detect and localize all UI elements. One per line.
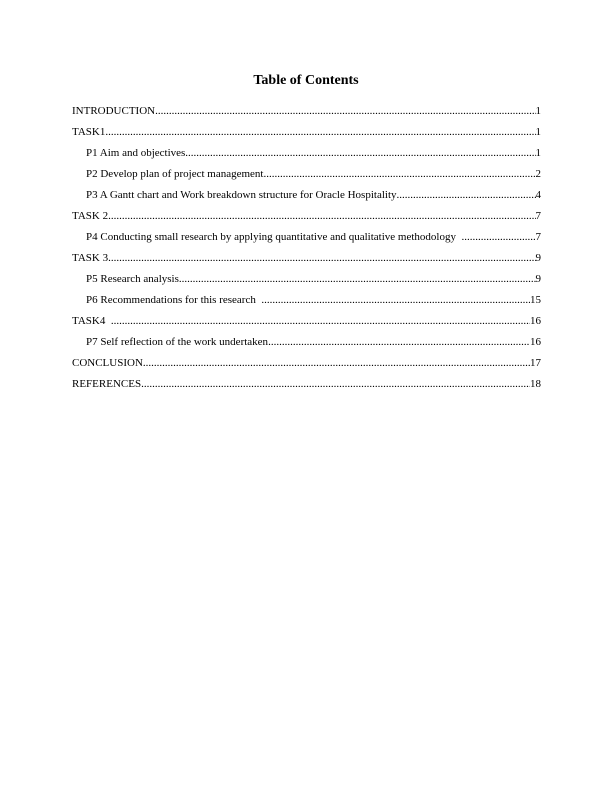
toc-entry-text: REFERENCES [72,378,142,390]
toc-page-number: 1 [535,147,541,159]
toc-entry-text: P7 Self reflection of the work undertaken [86,336,269,348]
toc-entry-text: TASK 2 [72,210,109,222]
toc-entry-text: INTRODUCTION [72,105,156,117]
toc-entry-text: TASK1 [72,126,106,138]
toc-dot-leader [105,122,535,143]
toc-dot-leader [108,248,535,269]
toc-title: Table of Contents [253,73,359,88]
toc-page-number: 1 [535,105,541,117]
toc-dot-leader [261,290,530,311]
toc-page-number: 16 [530,336,541,348]
toc-entry-p5[interactable] [72,269,541,290]
toc-dot-leader [141,374,530,395]
toc-entry-text: CONCLUSION [72,357,143,369]
toc-entry-task3[interactable] [72,248,541,269]
toc-entry-references[interactable] [72,374,541,395]
toc-entry-text: P3 A Gantt chart and Work breakdown structure for Oracle Hospitality [86,189,397,201]
toc-entry-text: P2 Develop plan of project management [86,168,264,180]
toc-page-number: 16 [530,315,541,327]
toc-page-number: 18 [530,378,541,390]
toc-page-number: 9 [535,252,541,264]
toc-dot-leader [179,269,536,290]
toc-entry-task4[interactable] [72,311,541,332]
toc-dot-leader [143,353,530,374]
toc-dot-leader [108,206,535,227]
toc-dot-leader [111,311,530,332]
toc-entry-text: P4 Conducting small research by applying quantitative and qualitative methodology [86,231,462,243]
toc-entry-text: P1 Aim and objectives [86,147,186,159]
toc-entry-conclusion[interactable] [72,353,541,374]
toc-dot-leader [155,101,535,122]
toc-entry-p1[interactable] [72,143,541,164]
toc-entry-p3[interactable] [72,185,541,206]
toc-dot-leader [263,164,535,185]
toc-dot-leader [185,143,535,164]
toc-page-number: 2 [535,168,541,180]
toc-page-number: 1 [535,126,541,138]
toc-entry-text: TASK4 [72,315,111,327]
toc-entry-text: P5 Research analysis [86,273,179,285]
toc-entry-p4[interactable] [72,227,541,248]
toc-page-number: 7 [535,210,541,222]
toc-page-number: 15 [530,294,541,306]
toc-entry-task1[interactable] [72,122,541,143]
toc-entry-text: TASK 3 [72,252,109,264]
toc-page-number: 7 [535,231,541,243]
toc-list [72,101,541,395]
toc-dot-leader [397,185,536,206]
toc-entry-task2[interactable] [72,206,541,227]
toc-entry-p6[interactable] [72,290,541,311]
toc-entry-introduction[interactable] [72,101,541,122]
toc-dot-leader [461,227,535,248]
toc-entry-text: P6 Recommendations for this research [86,294,262,306]
toc-page-number: 17 [530,357,541,369]
toc-page-number: 4 [535,189,541,201]
toc-page-number: 9 [535,273,541,285]
toc-entry-p2[interactable] [72,164,541,185]
toc-entry-p7[interactable] [72,332,541,353]
toc-dot-leader [268,332,530,353]
